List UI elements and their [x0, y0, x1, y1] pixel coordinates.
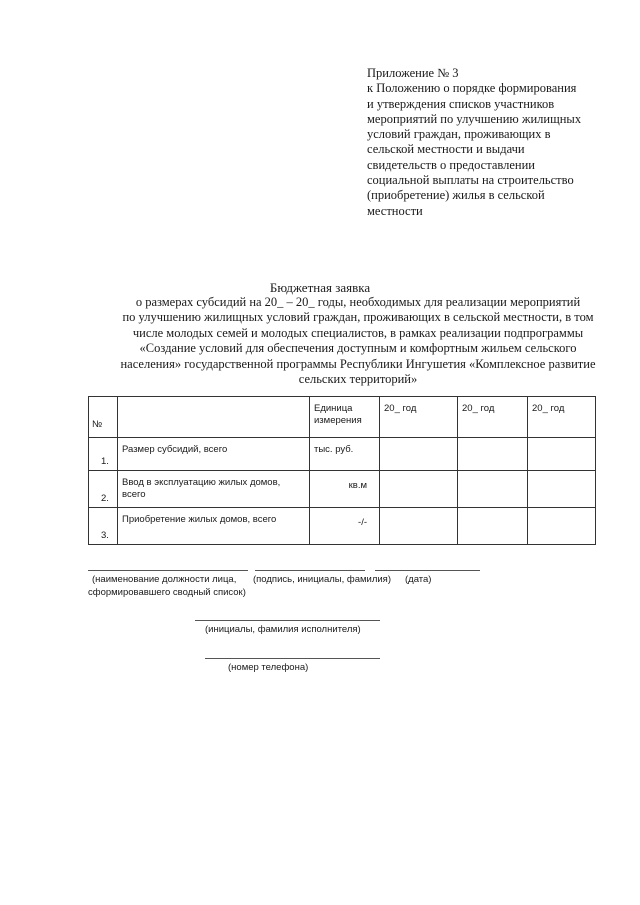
row-num-cell	[89, 438, 118, 471]
row-value-cell	[458, 471, 528, 508]
phone-caption: (номер телефона)	[228, 662, 309, 673]
row-unit: кв.м	[348, 480, 367, 491]
table-row	[89, 508, 596, 545]
signature-line	[255, 570, 365, 571]
header-unit-cell	[310, 397, 380, 438]
header-year3: 20_ год	[532, 403, 565, 414]
subtitle-line: о размерах субсидий на 20_ – 20_ годы, необходимых для реализации мероприятий	[135, 295, 581, 309]
row-value-cell	[380, 508, 458, 545]
header-num: №	[92, 419, 103, 430]
table-row	[89, 438, 596, 471]
appendix-note	[367, 66, 607, 219]
header-year3-cell	[528, 397, 596, 438]
row-name: Приобретение жилых домов, всего	[122, 514, 277, 525]
position-caption-continued: сформировавшего сводный список)	[88, 587, 246, 598]
position-signature-line	[88, 570, 248, 571]
row-num: 2.	[101, 493, 109, 504]
row-name-cell	[118, 438, 310, 471]
row-num: 3.	[101, 530, 109, 541]
row-unit-cell	[310, 438, 380, 471]
row-value-cell	[458, 508, 528, 545]
subtitle-line: сельских территорий»	[298, 372, 418, 387]
row-value-cell	[528, 508, 596, 545]
appendix-line: местности	[367, 203, 423, 218]
row-value-cell	[528, 471, 596, 508]
header-unit: Единица измерения	[314, 403, 362, 426]
row-num: 1.	[101, 456, 109, 467]
phone-line	[205, 658, 380, 659]
appendix-line: к Положению о порядке формирования	[367, 81, 577, 96]
budget-table	[88, 396, 596, 545]
row-unit-cell	[310, 471, 380, 508]
document-subtitle	[88, 295, 628, 387]
appendix-line: условий граждан, проживающих в	[367, 127, 551, 142]
appendix-line: Приложение № 3	[367, 66, 459, 80]
signature-caption: (подпись, инициалы, фамилия)	[253, 574, 391, 585]
row-name: Ввод в эксплуатацию жилых домов, всего	[122, 477, 281, 500]
row-name-cell	[118, 508, 310, 545]
header-year1-cell	[380, 397, 458, 438]
appendix-line: мероприятий по улучшению жилищных	[367, 111, 582, 126]
date-line	[375, 570, 480, 571]
row-value-cell	[380, 438, 458, 471]
row-value-cell	[458, 438, 528, 471]
header-year2-cell	[458, 397, 528, 438]
appendix-line: социальной выплаты на строительство	[367, 173, 574, 188]
row-name-cell	[118, 471, 310, 508]
subtitle-line: населения» государственной программы Республики Ингушетия «Комплексное развитие	[120, 356, 596, 371]
subtitle-line: числе молодых семей и молодых специалистов, в рамках реализации подпрограммы	[132, 325, 584, 340]
table-header-row	[89, 397, 596, 438]
header-year2: 20_ год	[462, 403, 495, 414]
row-name: Размер субсидий, всего	[122, 444, 228, 455]
row-unit: -/-	[358, 517, 367, 528]
appendix-line: сельской местности и выдачи	[367, 142, 525, 157]
executor-caption: (инициалы, фамилия исполнителя)	[205, 624, 361, 635]
document-title: Бюджетная заявка	[269, 280, 371, 295]
appendix-line: и утверждения списков участников	[367, 96, 555, 111]
subtitle-line: «Создание условий для обеспечения доступным и комфортным жильем сельского	[139, 341, 577, 356]
executor-line	[195, 620, 380, 621]
row-num-cell	[89, 471, 118, 508]
row-unit-cell	[310, 508, 380, 545]
appendix-line: свидетельств о предоставлении	[367, 157, 535, 172]
header-year1: 20_ год	[384, 403, 417, 414]
row-num-cell	[89, 508, 118, 545]
header-num-cell	[89, 397, 118, 438]
table-row	[89, 471, 596, 508]
row-value-cell	[380, 471, 458, 508]
subtitle-line: по улучшению жилищных условий граждан, проживающих в сельской местности, в том	[122, 310, 594, 325]
row-unit: тыс. руб.	[314, 444, 354, 455]
row-value-cell	[528, 438, 596, 471]
header-name-cell	[118, 397, 310, 438]
date-caption: (дата)	[405, 574, 432, 585]
position-caption: (наименование должности лица,	[92, 574, 237, 585]
appendix-line: (приобретение) жилья в сельской	[367, 188, 545, 203]
